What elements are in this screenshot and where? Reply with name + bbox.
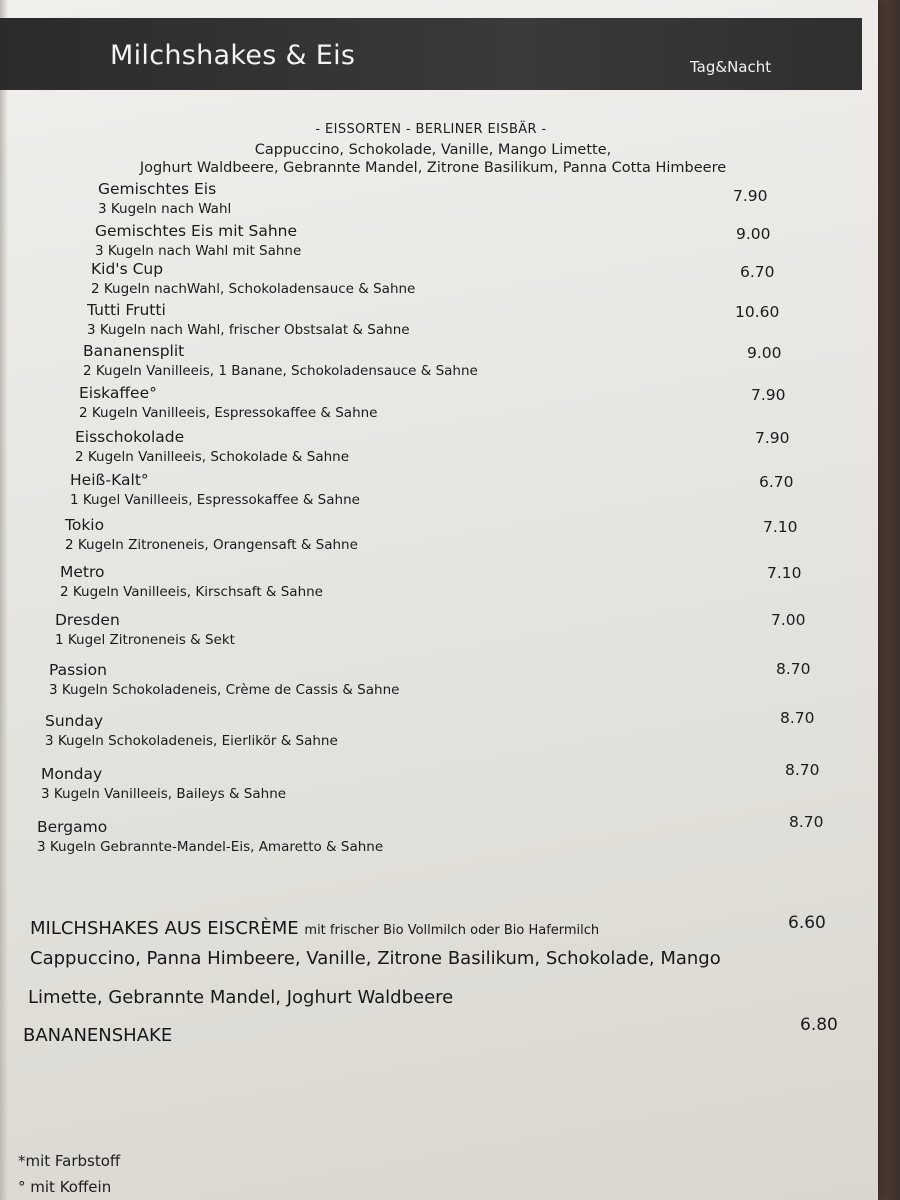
item-price: 9.00	[736, 225, 771, 243]
flavors-line-2: Joghurt Waldbeere, Gebrannte Mandel, Zitrone Basilikum, Panna Cotta Himbeere	[139, 160, 727, 176]
item-name: Metro	[60, 563, 105, 581]
item-price: 8.70	[776, 660, 811, 678]
menu-item	[98, 180, 231, 217]
bananenshake-name: BANANENSHAKE	[23, 1025, 173, 1046]
item-name: Bananensplit	[83, 342, 185, 360]
item-price: 6.70	[759, 473, 794, 491]
item-price: 10.60	[735, 303, 780, 321]
item-description: 3 Kugeln nach Wahl mit Sahne	[95, 243, 302, 259]
item-name: Kid's Cup	[91, 260, 164, 278]
item-price: 7.90	[751, 386, 786, 404]
item-description: 2 Kugeln Zitroneneis, Orangensaft & Sahne	[65, 537, 358, 553]
item-description: 1 Kugel Zitroneneis & Sekt	[55, 632, 235, 648]
item-description: 2 Kugeln Vanilleeis, Schokolade & Sahne	[75, 449, 350, 465]
menu-item	[45, 712, 338, 749]
item-description: 3 Kugeln Vanilleeis, Baileys & Sahne	[41, 786, 287, 802]
footnote-farbstoff: *mit Farbstoff	[18, 1152, 121, 1170]
item-description: 3 Kugeln Schokoladeneis, Crème de Cassis & Sahne	[49, 682, 400, 698]
item-price: 7.90	[755, 429, 790, 447]
menu-title: Milchshakes & Eis	[110, 40, 356, 71]
menu-item	[95, 222, 301, 259]
item-name: Monday	[41, 765, 103, 783]
item-description: 2 Kugeln Vanilleeis, 1 Banane, Schokoladensauce & Sahne	[83, 363, 478, 379]
item-name: Eiskaffee°	[79, 384, 157, 402]
footnote-koffein: ° mit Koffein	[18, 1178, 112, 1196]
item-price: 7.10	[767, 564, 802, 582]
menu-item	[65, 516, 358, 553]
item-price: 7.90	[733, 187, 768, 205]
menu-item	[41, 765, 286, 802]
menu-item	[60, 563, 323, 600]
item-name: Sunday	[45, 712, 103, 730]
item-description: 3 Kugeln nach Wahl	[98, 201, 232, 217]
milkshake-heading	[30, 918, 599, 939]
menu-item	[79, 384, 378, 421]
flavors-line-1: Cappuccino, Schokolade, Vanille, Mango Limette,	[254, 142, 612, 158]
item-name: Gemischtes Eis mit Sahne	[95, 222, 298, 240]
item-description: 1 Kugel Vanilleeis, Espressokaffee & Sahne	[70, 492, 360, 508]
item-price: 6.70	[740, 263, 775, 281]
item-description: 3 Kugeln Gebrannte-Mandel-Eis, Amaretto & Sahne	[37, 839, 384, 855]
item-name: Bergamo	[37, 818, 108, 836]
milkshake-title: MILCHSHAKES AUS EISCRÈME	[30, 918, 299, 939]
bananenshake-price: 6.80	[800, 1015, 838, 1035]
menu-item	[87, 301, 410, 338]
item-name: Dresden	[55, 611, 120, 629]
flavors-heading: - EISSORTEN - BERLINER EISBÄR -	[315, 122, 547, 137]
menu-item	[55, 611, 235, 648]
item-description: 2 Kugeln Vanilleeis, Kirschsaft & Sahne	[60, 584, 323, 600]
item-name: Heiß-Kalt°	[70, 471, 149, 489]
item-price: 8.70	[785, 761, 820, 779]
menu-item	[37, 818, 383, 855]
menu-item	[70, 471, 360, 508]
milkshake-flavors-line-2: Limette, Gebrannte Mandel, Joghurt Waldbeere	[28, 987, 454, 1008]
item-description: 2 Kugeln nachWahl, Schokoladensauce & Sahne	[91, 281, 416, 297]
item-name: Passion	[49, 661, 107, 679]
menu-item	[75, 428, 349, 465]
item-name: Eisschokolade	[75, 428, 185, 446]
item-price: 7.10	[763, 518, 798, 536]
item-description: 3 Kugeln Schokoladeneis, Eierlikör & Sahne	[45, 733, 338, 749]
restaurant-name: Tag&Nacht	[690, 58, 772, 76]
item-name: Tokio	[65, 516, 105, 534]
item-price: 9.00	[747, 344, 782, 362]
milkshake-flavors-line-1: Cappuccino, Panna Himbeere, Vanille, Zitrone Basilikum, Schokolade, Mango	[30, 948, 721, 969]
menu-item	[91, 260, 415, 297]
menu-item	[49, 661, 399, 698]
milkshake-note: mit frischer Bio Vollmilch oder Bio Hafermilch	[304, 923, 600, 938]
milkshake-price: 6.60	[788, 913, 826, 933]
item-price: 8.70	[789, 813, 824, 831]
item-description: 2 Kugeln Vanilleeis, Espressokaffee & Sahne	[79, 405, 378, 421]
item-name: Tutti Frutti	[87, 301, 166, 319]
item-price: 8.70	[780, 709, 815, 727]
item-name: Gemischtes Eis	[98, 180, 217, 198]
item-price: 7.00	[771, 611, 806, 629]
menu-item	[83, 342, 478, 379]
item-description: 3 Kugeln nach Wahl, frischer Obstsalat & Sahne	[87, 322, 410, 338]
